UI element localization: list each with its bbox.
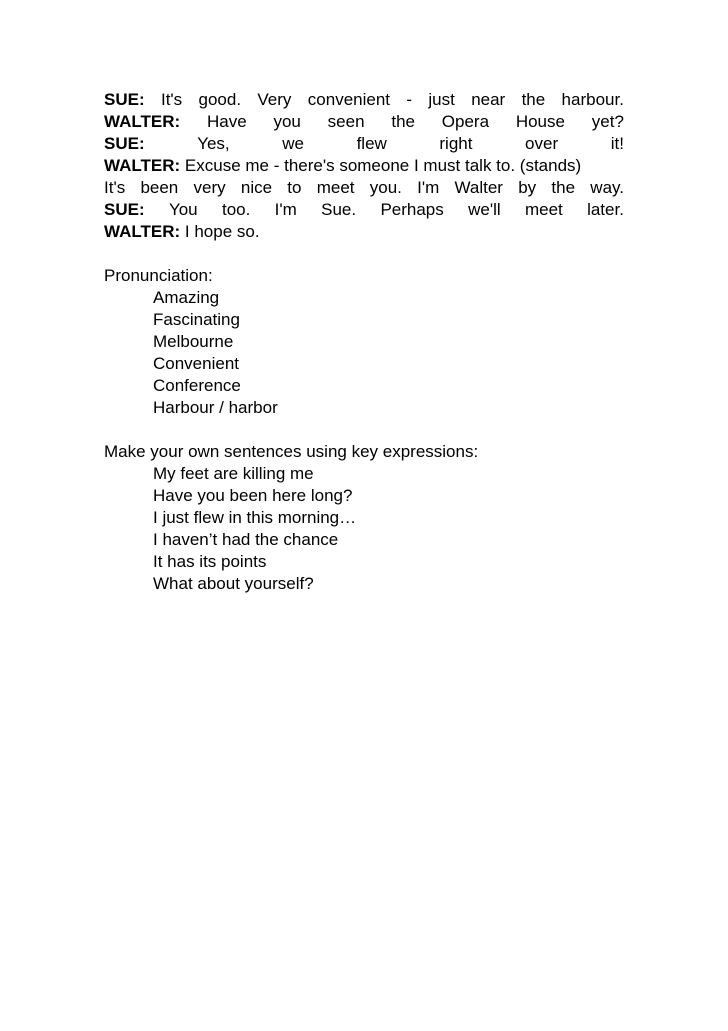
word: near — [471, 90, 506, 109]
dialogue — [104, 89, 624, 243]
expression-item: What about yourself? — [153, 574, 314, 593]
word: meet — [524, 200, 563, 219]
expression-item: I haven’t had the chance — [153, 530, 339, 549]
word: Perhaps — [380, 200, 444, 219]
word: the — [551, 178, 576, 197]
word: you — [273, 112, 301, 131]
dialogue-line — [104, 177, 624, 199]
word: we — [282, 134, 304, 153]
spacer — [104, 243, 624, 265]
speaker-label: SUE: — [104, 200, 145, 219]
word: - — [406, 90, 413, 109]
speaker-label: SUE: — [104, 90, 145, 109]
word: convenient — [307, 90, 391, 109]
word: way. — [590, 178, 624, 197]
word: over — [525, 134, 559, 153]
word: it! — [610, 134, 624, 153]
word: you. — [369, 178, 402, 197]
speaker-label: WALTER: — [104, 222, 181, 241]
pronunciation-word: Fascinating — [153, 310, 240, 329]
word: I'm — [274, 200, 297, 219]
dialogue-text: I hope so. — [184, 222, 260, 241]
speaker-label: WALTER: — [104, 156, 181, 175]
dialogue-text: Excuse me - there's someone I must talk to. (stands) — [184, 156, 582, 175]
word: meet — [316, 178, 355, 197]
word: Opera — [441, 112, 490, 131]
word: to — [287, 178, 302, 197]
word: been — [140, 178, 179, 197]
pronunciation-word: Harbour / harbor — [153, 398, 278, 417]
word: right — [439, 134, 473, 153]
dialogue-line — [104, 89, 624, 111]
word: House — [515, 112, 565, 131]
expression-item: Have you been here long? — [153, 486, 353, 505]
expression-item: I just flew in this morning… — [153, 508, 357, 527]
word: by — [518, 178, 537, 197]
word: seen — [327, 112, 365, 131]
word: nice — [240, 178, 273, 197]
word: Walter — [454, 178, 503, 197]
speaker-label: SUE: — [104, 134, 145, 153]
word: Have — [206, 112, 247, 131]
dialogue-line — [104, 199, 624, 221]
pronunciation-word: Conference — [153, 376, 241, 395]
word: very — [193, 178, 226, 197]
word: later. — [587, 200, 624, 219]
word: good. — [198, 90, 242, 109]
word: yet? — [591, 112, 624, 131]
word: harbour. — [561, 90, 624, 109]
word: I'm — [417, 178, 440, 197]
word: just — [428, 90, 455, 109]
expressions-heading: Make your own sentences using key expressions: — [104, 442, 479, 461]
pronunciation-word: Amazing — [153, 288, 220, 307]
expression-item: My feet are killing me — [153, 464, 314, 483]
word: too. — [221, 200, 251, 219]
word: It's — [160, 90, 183, 109]
pronunciation-word: Convenient — [153, 354, 240, 373]
dialogue-line — [104, 155, 624, 177]
dialogue-line — [104, 111, 624, 133]
word: Yes, — [197, 134, 230, 153]
word: we'll — [468, 200, 501, 219]
pronunciation-heading: Pronunciation: — [104, 266, 213, 285]
word: the — [521, 90, 546, 109]
word: Very — [257, 90, 292, 109]
word: flew — [356, 134, 387, 153]
expressions-section — [104, 441, 624, 595]
word: You — [168, 200, 198, 219]
pronunciation-section — [104, 265, 624, 419]
dialogue-line — [104, 221, 624, 243]
word: the — [391, 112, 415, 131]
spacer — [104, 419, 624, 441]
word: It's — [104, 178, 126, 197]
speaker-label: WALTER: — [104, 112, 181, 131]
document-body — [104, 89, 624, 595]
pronunciation-word: Melbourne — [153, 332, 234, 351]
dialogue-line — [104, 133, 624, 155]
expression-item: It has its points — [153, 552, 267, 571]
word: Sue. — [321, 200, 357, 219]
